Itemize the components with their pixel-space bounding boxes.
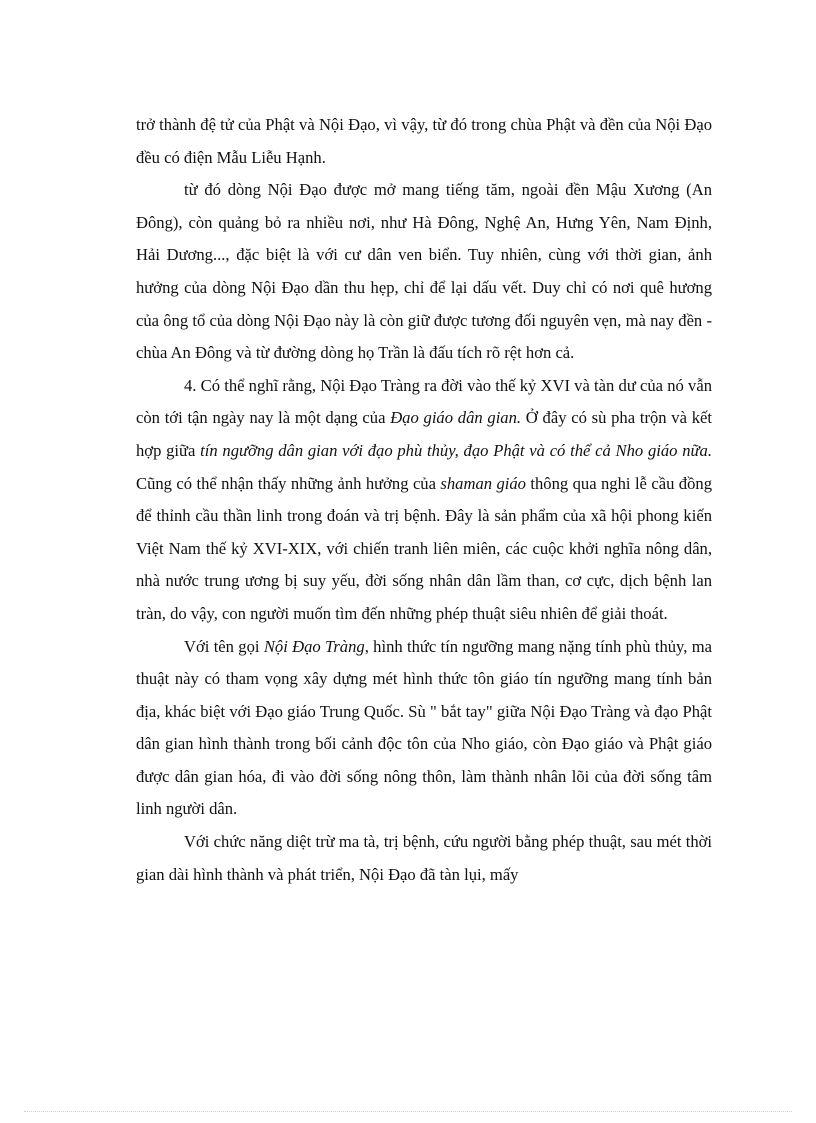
- paragraph-3-italic-b: tín ngưỡng dân gian với đạo phù thủy, đạo Phật và có thể cả Nho giáo nữa.: [200, 440, 712, 460]
- paragraph-4: [136, 631, 712, 827]
- paragraph-4-italic-a: Nội Đạo Tràng: [263, 636, 365, 656]
- paragraph-4-text-b: , hình thức tín ngưỡng mang nặng tính phù thủy, ma thuật này có tham vọng xây dựng mét hình thức tôn giáo tín ngưỡng mang tính bản địa, khác biệt với Đạo giáo Trung Quốc. Sù " bắt tay" giữa Nội Đạo Tràng và đạo Phật dân gian hình thành trong bối cảnh độc tôn của Nho giáo, còn Đạo giáo và Phật giáo được dân gian hóa, đi vào đời sống nông thôn, làm thành nhân lõi của đời sống tâm linh người dân.: [136, 636, 713, 819]
- paragraph-3-italic-c: shaman giáo: [440, 473, 526, 493]
- paragraph-3-text-a: 4. Có thể nghĩ rằng, Nội Đạo Tràng ra đời vào thế kỷ XVI và tàn dư của nó vẫn còn tới tận ngày nay là một dạng của: [136, 375, 712, 428]
- paragraph-3-text-c: Cũng có thể nhận thấy những ảnh hưởng của: [136, 473, 441, 493]
- paragraph-5: [136, 826, 712, 891]
- footer-dotted-rule: [24, 1111, 792, 1112]
- paragraph-3-text-d: thông qua nghi lễ cầu đồng để thỉnh cầu thần linh trong đoán và trị bệnh. Đây là sản phẩm của xã hội phong kiến Việt Nam thế kỷ XVI-XIX, với chiến tranh liên miên, các cuộc khởi nghĩa nông dân, nhà nước trung ương bị suy yếu, đời sống nhân dân lầm than, cơ cực, dịch bệnh lan tràn, do vậy, con người muốn tìm đến những phép thuật siêu nhiên để giải thoát.: [136, 473, 712, 623]
- paragraph-4-text-a: Với tên gọi: [184, 636, 264, 656]
- paragraph-5-text: Với chức năng diệt trừ ma tà, trị bệnh, cứu người bằng phép thuật, sau mét thời gian dài hình thành và phát triển, Nội Đạo đã tàn lụi, mấy: [136, 832, 712, 884]
- paragraph-3: [136, 370, 712, 631]
- paragraph-2-text: từ đó dòng Nội Đạo được mở mang tiếng tăm, ngoài đền Mậu Xương (An Đông), còn quảng bỏ ra nhiều nơi, như Hà Đông, Nghệ An, Hưng Yên, Nam Định, Hải Dương..., đặc biệt là với cư dân ven biển. Tuy nhiên, cùng với thời gian, ảnh hưởng của dòng Nội Đạo dần thu hẹp, chỉ để lại dấu vết. Duy chỉ có nơi quê hương của ông tổ của dòng Nội Đạo này là còn giữ được tương đối nguyên vẹn, mà nay đền - chùa An Đông và từ đường dòng họ Trần là đấu tích rõ rệt hơn cả.: [136, 180, 712, 363]
- paragraph-1: [136, 109, 712, 174]
- document-body: [136, 109, 712, 891]
- paragraph-3-italic-a: Đạo giáo dân gian.: [390, 408, 522, 428]
- paragraph-2: [136, 174, 712, 370]
- paragraph-3-text-b: Ở đây có sù pha trộn và kết hợp giữa: [136, 408, 712, 460]
- paragraph-1-text: trở thành đệ tử của Phật và Nội Đạo, vì vậy, từ đó trong chùa Phật và đền của Nội Đạo đều có điện Mẫu Liễu Hạnh.: [136, 115, 712, 167]
